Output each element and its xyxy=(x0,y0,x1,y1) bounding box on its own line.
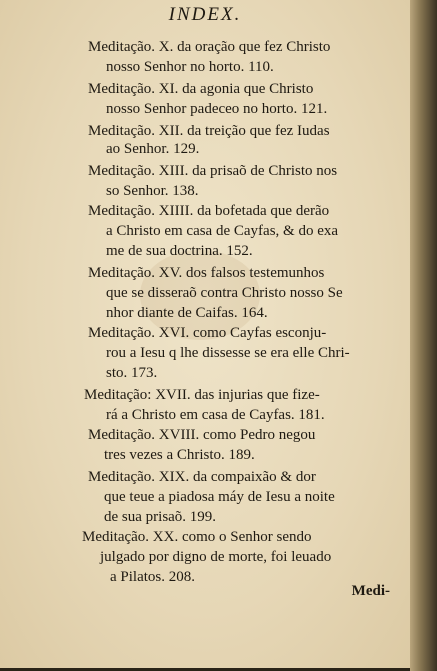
index-line: julgado por digno de morte, foi leuado xyxy=(100,549,332,565)
index-line: a Pilatos. 208. xyxy=(110,569,195,585)
index-line: rou a Iesu q lhe dissesse se era elle Chri- xyxy=(106,345,350,361)
index-line: Meditação. XII. da treição que fez Iudas xyxy=(88,123,330,139)
page-header: INDEX. xyxy=(168,4,242,25)
index-line: nhor diante de Caifas. 164. xyxy=(106,305,268,321)
index-line: Meditação. XVI. como Cayfas esconju- xyxy=(88,325,327,341)
index-line: de sua prisaõ. 199. xyxy=(104,509,217,525)
index-line: Meditação. X. da oração que fez Christo xyxy=(88,39,331,55)
index-line: que se disseraõ contra Christo nosso Se xyxy=(106,285,343,301)
index-line: me de sua doctrina. 152. xyxy=(106,243,253,259)
index-line: Meditação. XIX. da compaixão & dor xyxy=(88,469,316,485)
page-edge xyxy=(410,0,437,671)
index-line: ao Senhor. 129. xyxy=(106,141,200,157)
catchword: Medi- xyxy=(351,583,390,599)
index-line: Meditação. XI. da agonia que Christo xyxy=(88,81,314,97)
index-line: Meditação. XX. como o Senhor sendo xyxy=(82,529,312,545)
index-line: Meditação. XV. dos falsos testemunhos xyxy=(88,265,325,281)
index-line: Meditação. XIII. da prisaõ de Christo nos xyxy=(88,163,338,179)
index-line: nosso Senhor padeceo no horto. 121. xyxy=(106,101,328,117)
index-line: sto. 173. xyxy=(106,365,158,381)
index-line: que teue a piadosa máy de Iesu a noite xyxy=(104,489,335,505)
index-line: Meditação. XVIII. como Pedro negou xyxy=(88,427,316,443)
index-line: so Senhor. 138. xyxy=(106,183,199,199)
index-line: a Christo em casa de Cayfas, & do exa xyxy=(106,223,339,239)
index-line: Meditação: XVII. das injurias que fize- xyxy=(84,387,320,403)
index-line: rá a Christo em casa de Cayfas. 181. xyxy=(106,407,325,423)
index-line: Meditação. XIIII. da bofetada que derão xyxy=(88,203,330,219)
index-line: tres vezes a Christo. 189. xyxy=(104,447,255,463)
index-line: nosso Senhor no horto. 110. xyxy=(106,59,274,75)
